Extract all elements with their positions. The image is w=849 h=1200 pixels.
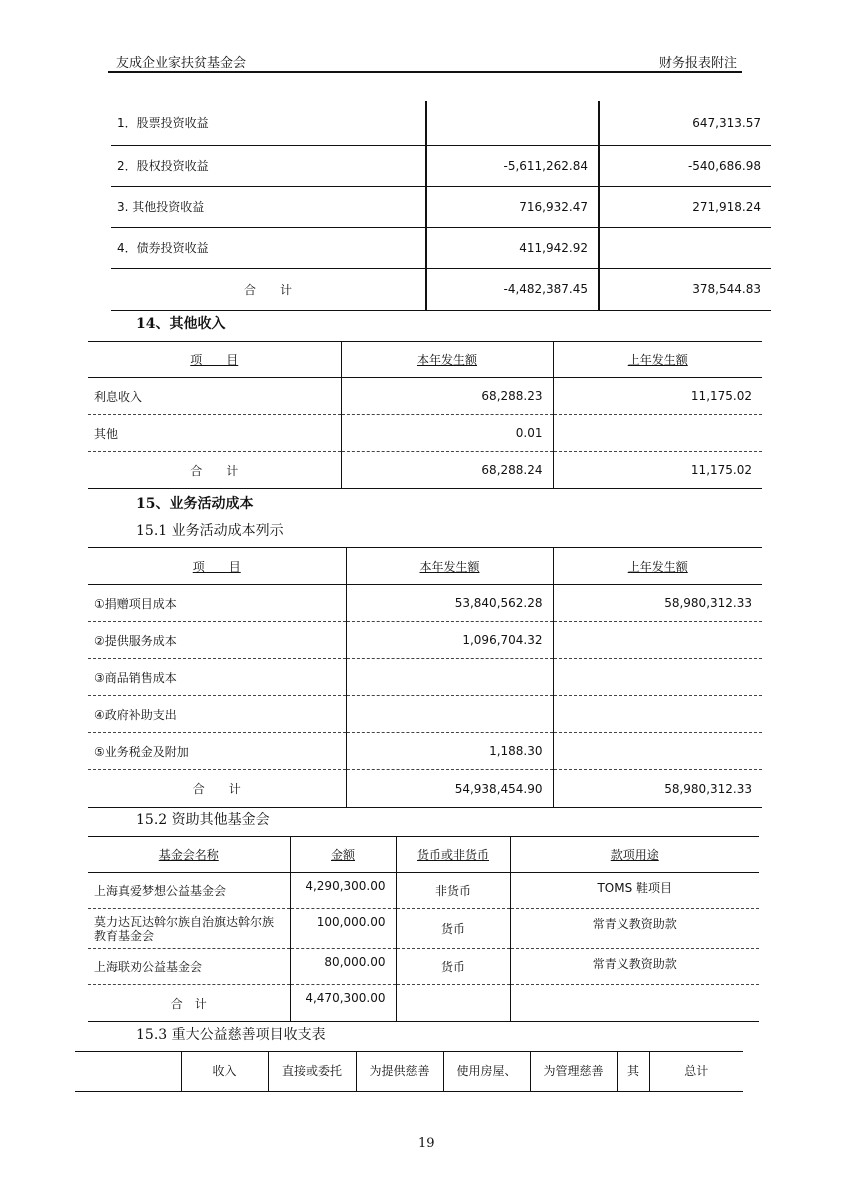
current-year-value: 1,188.30: [346, 733, 553, 770]
current-year-value: 1,096,704.32: [346, 622, 553, 659]
row-label: ⑤业务税金及附加: [88, 733, 346, 770]
total-label: 合 计: [88, 770, 346, 808]
current-year-value: 68,288.24: [341, 452, 553, 489]
header-income: 收入: [181, 1052, 268, 1092]
investment-income-table: [111, 101, 771, 311]
current-year-value: 0.01: [341, 415, 553, 452]
row-label: ④政府补助支出: [88, 696, 346, 733]
row-label: 其他: [88, 415, 341, 452]
header-rule: [108, 71, 742, 73]
total-label: 合 计: [111, 268, 426, 310]
prior-year-value: [599, 227, 771, 268]
header-item: 项 目: [88, 342, 341, 378]
currency-type: 货币: [396, 949, 510, 985]
row-label: 2．股权投资收益: [111, 145, 426, 186]
table-row: [88, 696, 762, 733]
header-current-year: 本年发生额: [341, 342, 553, 378]
header-current-year: 本年发生额: [346, 548, 553, 585]
table-row: [88, 949, 759, 985]
prior-year-value: 11,175.02: [553, 452, 762, 489]
section-15-title: 15、业务活动成本: [136, 496, 254, 512]
current-year-value: -4,482,387.45: [426, 268, 599, 310]
total-row: [88, 985, 759, 1022]
current-year-value: [346, 659, 553, 696]
prior-year-value: 271,918.24: [599, 186, 771, 227]
prior-year-value: [553, 659, 762, 696]
table-row: [111, 101, 771, 145]
current-year-value: [426, 101, 599, 145]
currency-type: [396, 985, 510, 1022]
table-row: [88, 873, 759, 909]
prior-year-value: 378,544.83: [599, 268, 771, 310]
total-amount: 4,470,300.00: [290, 985, 396, 1022]
table-header-row: [88, 548, 762, 585]
prior-year-value: 647,313.57: [599, 101, 771, 145]
prior-year-value: 58,980,312.33: [553, 585, 762, 622]
subsection-15-3-title: 15.3 重大公益慈善项目收支表: [136, 1027, 326, 1043]
other-income-table: [88, 341, 762, 489]
current-year-value: 54,938,454.90: [346, 770, 553, 808]
row-label: 4．债券投资收益: [111, 227, 426, 268]
header-other: 其: [617, 1052, 649, 1092]
foundation-name: 上海真爱梦想公益基金会: [88, 873, 290, 909]
header-amount: 金额: [290, 837, 396, 873]
current-year-value: 411,942.92: [426, 227, 599, 268]
current-year-value: 53,840,562.28: [346, 585, 553, 622]
table-row: [111, 227, 771, 268]
total-label: 合 计: [88, 452, 341, 489]
header-using-premises: 使用房屋、: [443, 1052, 530, 1092]
table-row: [88, 909, 759, 949]
header-for-managing-charity: 为管理慈善: [530, 1052, 617, 1092]
grant-purpose: [510, 985, 759, 1022]
prior-year-value: [553, 415, 762, 452]
table-row: [111, 145, 771, 186]
table-row: [111, 186, 771, 227]
header-purpose: 款项用途: [510, 837, 759, 873]
row-label: 3. 其他投资收益: [111, 186, 426, 227]
foundation-name: 上海联劝公益基金会: [88, 949, 290, 985]
page-number: 19: [418, 1136, 435, 1151]
header-currency-type: 货币或非货币: [396, 837, 510, 873]
grant-amount: 80,000.00: [290, 949, 396, 985]
row-label: ③商品销售成本: [88, 659, 346, 696]
table-row: [88, 659, 762, 696]
table-header-row: [88, 837, 759, 873]
table-row: [88, 415, 762, 452]
header-foundation-name: 基金会名称: [88, 837, 290, 873]
row-label: 1．股票投资收益: [111, 101, 426, 145]
grant-purpose: TOMS 鞋项目: [510, 873, 759, 909]
current-year-value: 68,288.23: [341, 378, 553, 415]
table-row: [88, 585, 762, 622]
header-prior-year: 上年发生额: [553, 548, 762, 585]
table-row: [88, 733, 762, 770]
header-project: [75, 1052, 181, 1092]
row-label: ①捐赠项目成本: [88, 585, 346, 622]
table-header-row: [75, 1052, 743, 1092]
header-for-providing-charity: 为提供慈善: [356, 1052, 443, 1092]
header-item: 项 目: [88, 548, 346, 585]
total-row: [88, 452, 762, 489]
grant-amount: 100,000.00: [290, 909, 396, 949]
section-14-title: 14、其他收入: [136, 316, 226, 332]
subsection-15-2-title: 15.2 资助其他基金会: [136, 812, 270, 828]
subsection-15-1-title: 15.1 业务活动成本列示: [136, 523, 284, 539]
current-year-value: -5,611,262.84: [426, 145, 599, 186]
total-row: [111, 268, 771, 310]
header-total: 总计: [649, 1052, 743, 1092]
prior-year-value: -540,686.98: [599, 145, 771, 186]
table-header-row: [88, 342, 762, 378]
major-projects-table: [75, 1051, 743, 1092]
currency-type: 非货币: [396, 873, 510, 909]
header-direct-or-entrusted: 直接或委托: [268, 1052, 356, 1092]
header-prior-year: 上年发生额: [553, 342, 762, 378]
activity-cost-table: [88, 547, 762, 808]
grant-purpose: 常青义教资助款: [510, 949, 759, 985]
header-org-name: 友成企业家扶贫基金会: [116, 56, 247, 71]
total-row: [88, 770, 762, 808]
row-label: ②提供服务成本: [88, 622, 346, 659]
table-row: [88, 378, 762, 415]
grant-amount: 4,290,300.00: [290, 873, 396, 909]
foundation-grants-table: [88, 836, 759, 1022]
header-doc-title: 财务报表附注: [659, 56, 738, 71]
total-label: 合 计: [88, 985, 290, 1022]
current-year-value: [346, 696, 553, 733]
table-row: [88, 622, 762, 659]
row-label: 利息收入: [88, 378, 341, 415]
current-year-value: 716,932.47: [426, 186, 599, 227]
prior-year-value: [553, 696, 762, 733]
prior-year-value: [553, 622, 762, 659]
currency-type: 货币: [396, 909, 510, 949]
prior-year-value: 58,980,312.33: [553, 770, 762, 808]
foundation-name: 莫力达瓦达斡尔族自治旗达斡尔族教育基金会: [88, 909, 290, 949]
prior-year-value: 11,175.02: [553, 378, 762, 415]
grant-purpose: 常青义教资助款: [510, 909, 759, 949]
prior-year-value: [553, 733, 762, 770]
